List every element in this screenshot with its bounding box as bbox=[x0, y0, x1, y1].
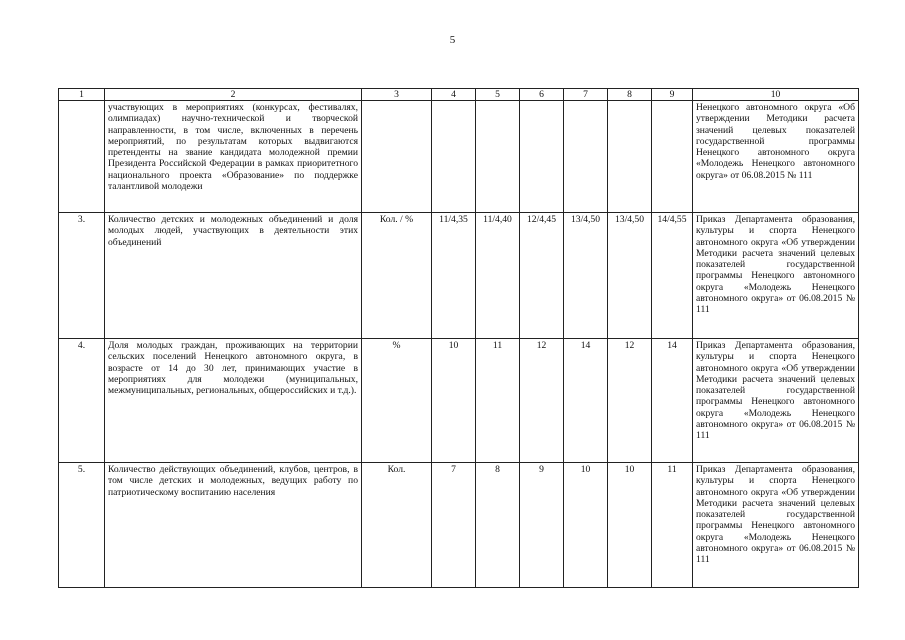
indicators-table bbox=[58, 88, 859, 588]
header-cell: 2 bbox=[105, 89, 362, 101]
value-cell: 13/4,50 bbox=[608, 213, 652, 339]
row-number-cell: 5. bbox=[59, 463, 105, 588]
header-cell: 4 bbox=[432, 89, 476, 101]
source-cell: Приказ Департамента образования, культуры и спорта Ненецкого автономного округа «Об утверждении Методики расчета значений целевых показателей государственной программы Ненецкого автономного округа «Молодежь Ненецкого автономного округа» от 06.08.2015 № 111 bbox=[693, 213, 859, 339]
value-cell: 7 bbox=[432, 463, 476, 588]
unit-cell bbox=[362, 101, 432, 213]
header-cell: 3 bbox=[362, 89, 432, 101]
table-row bbox=[59, 463, 859, 588]
value-cell: 8 bbox=[476, 463, 520, 588]
header-row bbox=[59, 89, 859, 101]
header-cell: 9 bbox=[652, 89, 693, 101]
value-cell: 12 bbox=[608, 339, 652, 463]
header-cell: 8 bbox=[608, 89, 652, 101]
row-number-cell: 4. bbox=[59, 339, 105, 463]
value-cell: 10 bbox=[432, 339, 476, 463]
header-cell: 5 bbox=[476, 89, 520, 101]
value-cell: 14 bbox=[652, 339, 693, 463]
table-row bbox=[59, 339, 859, 463]
value-cell: 14 bbox=[564, 339, 608, 463]
value-cell: 10 bbox=[564, 463, 608, 588]
header-cell: 10 bbox=[693, 89, 859, 101]
unit-cell: Кол. bbox=[362, 463, 432, 588]
value-cell: 11/4,40 bbox=[476, 213, 520, 339]
unit-cell: % bbox=[362, 339, 432, 463]
unit-cell: Кол. / % bbox=[362, 213, 432, 339]
source-cell: Приказ Департамента образования, культуры и спорта Ненецкого автономного округа «Об утверждении Методики расчета значений целевых показателей государственной программы Ненецкого автономного округа «Молодежь Ненецкого автономного округа» от 06.08.2015 № 111 bbox=[693, 463, 859, 588]
value-cell: 12/4,45 bbox=[520, 213, 564, 339]
value-cell: 11 bbox=[652, 463, 693, 588]
page-number: 5 bbox=[449, 34, 456, 46]
row-number-cell: 3. bbox=[59, 213, 105, 339]
table-row bbox=[59, 213, 859, 339]
table-row bbox=[59, 101, 859, 213]
value-cell: 12 bbox=[520, 339, 564, 463]
value-cell bbox=[564, 101, 608, 213]
value-cell: 11 bbox=[476, 339, 520, 463]
value-cell bbox=[432, 101, 476, 213]
header-cell: 6 bbox=[520, 89, 564, 101]
description-cell: Количество детских и молодежных объединений и доля молодых людей, участвующих в деятельности этих объединений bbox=[105, 213, 362, 339]
value-cell: 11/4,35 bbox=[432, 213, 476, 339]
value-cell bbox=[476, 101, 520, 213]
source-cell: Приказ Департамента образования, культуры и спорта Ненецкого автономного округа «Об утверждении Методики расчета значений целевых показателей государственной программы Ненецкого автономного округа «Молодежь Ненецкого автономного округа» от 06.08.2015 № 111 bbox=[693, 339, 859, 463]
source-cell: Ненецкого автономного округа «Об утверждении Методики расчета значений целевых показателей государственной программы Ненецкого автономного округа «Молодежь Ненецкого автономного округа» от 06.08.2015 № 111 bbox=[693, 101, 859, 213]
description-cell: Количество действующих объединений, клубов, центров, в том числе детских и молодежных, ведущих работу по патриотическому воспитанию населения bbox=[105, 463, 362, 588]
value-cell: 13/4,50 bbox=[564, 213, 608, 339]
value-cell bbox=[652, 101, 693, 213]
value-cell: 14/4,55 bbox=[652, 213, 693, 339]
value-cell bbox=[520, 101, 564, 213]
header-cell: 1 bbox=[59, 89, 105, 101]
row-number-cell bbox=[59, 101, 105, 213]
value-cell bbox=[608, 101, 652, 213]
value-cell: 9 bbox=[520, 463, 564, 588]
header-cell: 7 bbox=[564, 89, 608, 101]
description-cell: участвующих в мероприятиях (конкурсах, фестивалях, олимпиадах) научно-технической и творческой направленности, в том числе, включенных в перечень мероприятий, по результатам которых выдвигаются претенденты на звание кандидата молодежной премии Президента Российской Федерации в рамках приоритетного национального проекта «Образование» по поддержке талантливой молодежи bbox=[105, 101, 362, 213]
value-cell: 10 bbox=[608, 463, 652, 588]
description-cell: Доля молодых граждан, проживающих на территории сельских поселений Ненецкого автономного округа, в возрасте от 14 до 30 лет, принимающих участие в мероприятиях для молодежи (муниципальных, межмуниципальных, региональных, общероссийских и т.д.). bbox=[105, 339, 362, 463]
